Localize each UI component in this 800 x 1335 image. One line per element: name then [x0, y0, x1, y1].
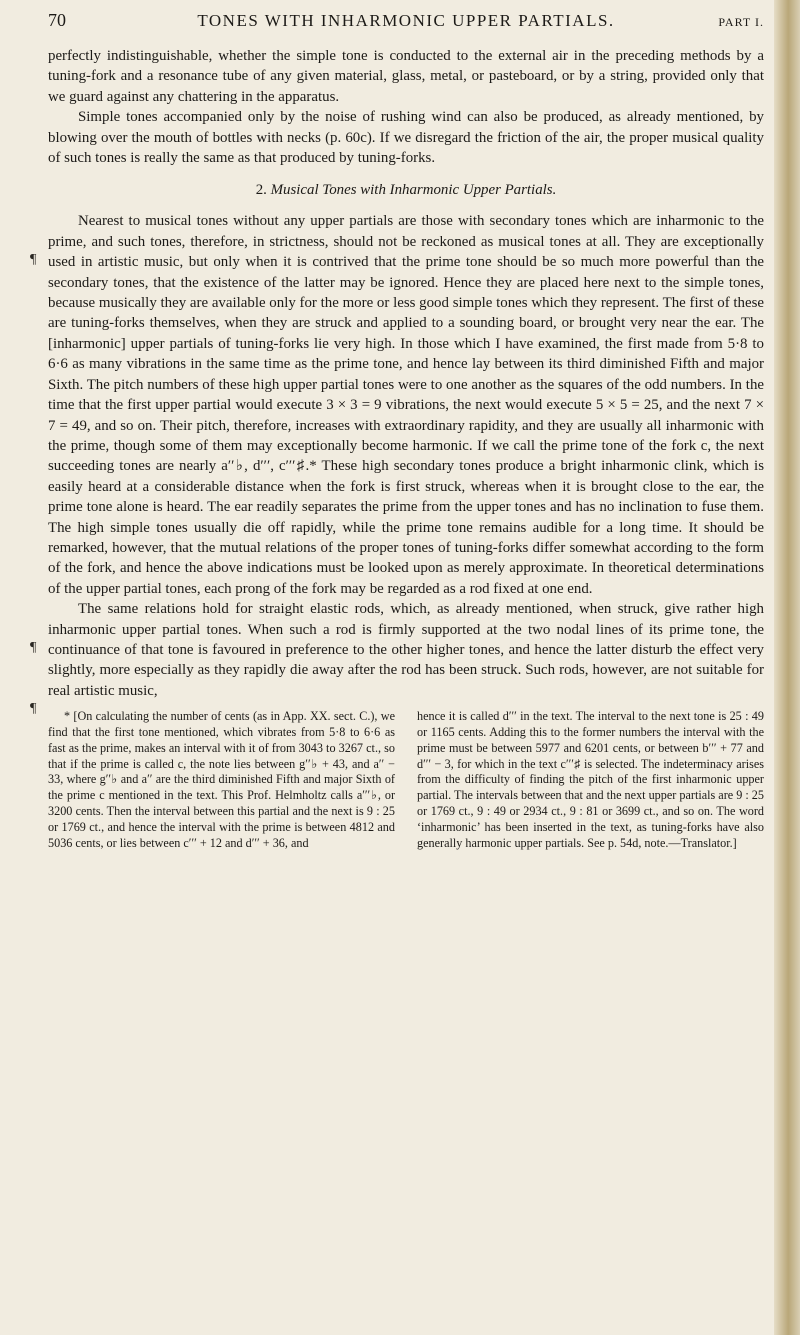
section-heading	[48, 182, 764, 199]
last-paragraph-wrap	[30, 599, 764, 701]
margin-mark-1: ¶	[30, 252, 37, 268]
margin-mark-3: ¶	[30, 640, 37, 656]
section-number: 2.	[255, 182, 267, 199]
footnote-left: * [On calculating the number of cents (as in App. XX. sect. C.), we find that the first tone mentioned, which vibrates from 5·8 to 6·6 as fast as the prime, makes an interval with it of from 3043 to 3267 ct., so that if the prime is called c, the note lies between g′′♭ + 43, and a′′ − 33, where g′′♭ and a′′ are the third diminished Fifth and major Sixth of the prime c mentioned in the text. This Prof. Helmholtz calls a′′′♭, or 3200 cents. Then the interval between this partial and the next is 9 : 25 or 1769 ct., and hence the interval with the prime is between 4812 and 5036 cents, or lies between c′′′ + 12 and d′′′ + 36, and	[48, 709, 395, 850]
page-edge	[774, 0, 800, 1335]
running-head	[48, 10, 764, 36]
paragraph-2: Simple tones accompanied only by the noise of rushing wind can also be produced, as already mentioned, by blowing over the mouth of bottles with necks (p. 60c). If we disregard the friction of the air, the proper musical quality of such tones is really the same as that produced by tuning-forks.	[48, 109, 764, 167]
paragraph-4: The same relations hold for straight elastic rods, which, as already mentioned, when struck, give rather high inharmonic upper partial tones. When such a rod is firmly supported at the two nodal lines of its prime tone, the continuance of that tone is favoured in preference to the other higher tones, and hence the latter disturb the effect very slightly, more especially as they rapidly die away after the rod has been struck. Such rods, however, are not suitable for real artistic music,	[48, 601, 764, 699]
running-title: TONES WITH INHARMONIC UPPER PARTIALS.	[197, 11, 615, 30]
footnote-right: hence it is called d′′′ in the text. The interval to the next tone is 25 : 49 or 1165 cents. Adding this to the former numbers the interval with the prime must be between 5977 and 6201 cents, or between b′′′ + 77 and d′′′ − 3, for which in the text c′′′♯ is selected. The indeterminacy arises from the difficulty of finding the pitch of the first inharmonic upper partial. The intervals between that and the next upper partials are 9 : 25 or 1769 ct., 9 : 49 or 2934 ct., 9 : 81 or 3699 ct., and so on. The word ‘inharmonic’ has been inserted in the text, as tuning-forks have also generally harmonic upper partials. See p. 54d, note.—Translator.]	[417, 709, 764, 850]
page-number: 70	[48, 10, 66, 30]
footnotes	[48, 709, 764, 851]
footnote-left-column	[48, 709, 395, 851]
paragraph-1: perfectly indistinguishable, whether the simple tone is conducted to the external air in the preceding methods by a tuning-fork and a resonance tube of any given material, glass, metal, or pasteboard, or by a string, provided only that we guard against any chattering in the apparatus.	[48, 48, 764, 105]
part-label: PART I.	[718, 15, 764, 29]
page	[30, 10, 764, 851]
footnote-right-column	[417, 709, 764, 851]
paragraph-3: Nearest to musical tones without any upper partials are those with secondary tones which are inharmonic to the prime, and such tones, therefore, in strictness, should not be reckoned as musical tones at all. They are exceptionally used in artistic music, but only when it is contrived that the prime tone should be so much more powerful than the secondary tones, that the existence of the latter may be ignored. Hence they are placed here next to the simple tones, because musically they are available only for the more or less good simple tones which they represent. The first of these are tuning-forks themselves, when they are struck and applied to a sounding board, or brought very near the ear. The [inharmonic] upper partials of tuning-forks lie very high. In those which I have examined, the first made from 5·8 to 6·6 as many vibrations in the same time as the prime tone, and hence lay between its third diminished Fifth and major Sixth. The pitch numbers of these high upper partial tones were to one another as the squares of the odd numbers. In the time that the first upper partial would execute 3 × 3 = 9 vibrations, the next would execute 5 × 5 = 25, and the next 7 × 7 = 49, and so on. Their pitch, therefore, increases with extraordinary rapidity, and they are usually all inharmonic with the prime, though some of them may exceptionally become harmonic. If we call the prime tone of the fork c, the next succeeding tones are nearly a′′♭, d′′′, c′′′♯.* These high secondary tones produce a bright inharmonic clink, which is easily heard at a considerable distance when the fork is first struck, whereas when it is brought close to the ear, the prime tone alone is heard. The ear readily separates the prime from the upper tones and has no inclination to fuse them. The high simple tones usually die off rapidly, while the prime tone remains audible for a long time. It should be remarked, however, that the mutual relations of the proper tones of tuning-forks differ somewhat according to the form of the fork, and hence the above indications must be looked upon as merely approximate. In theoretical determinations of the upper partial tones, each prong of the fork may be regarded as a rod fixed at one end.	[48, 213, 764, 597]
section-title: Musical Tones with Inharmonic Upper Partials.	[270, 182, 557, 199]
margin-mark-2: ¶	[30, 701, 37, 717]
body-text	[30, 46, 764, 717]
